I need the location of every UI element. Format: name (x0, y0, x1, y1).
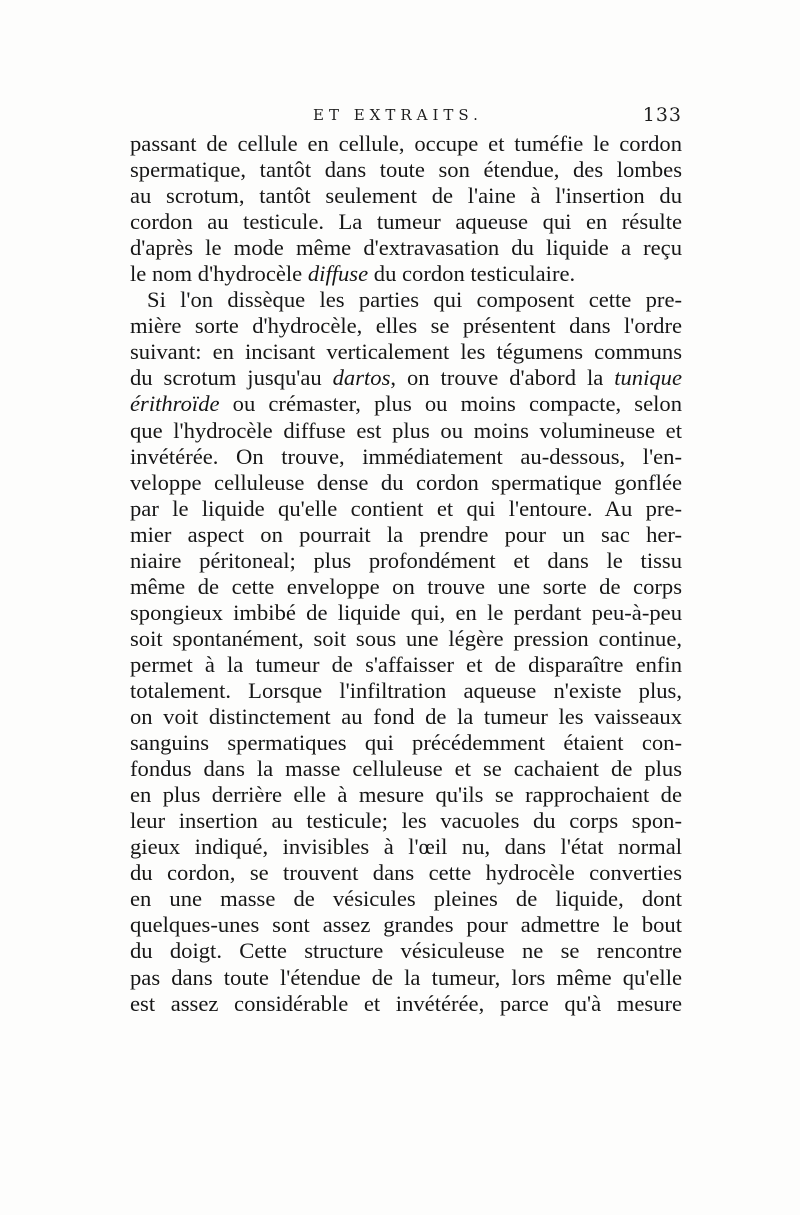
page-number: 133 (642, 104, 682, 126)
text-line (130, 157, 682, 183)
text-segment: sanguins spermatiques qui précédemment étaient con- (130, 730, 682, 756)
text-segment: d'après le mode même d'extravasation du liquide a reçu (130, 235, 682, 261)
text-line (130, 235, 682, 261)
text-segment: du cordon, se trouvent dans cette hydrocèle converties (130, 860, 682, 886)
text-segment: niaire péritoneal; plus profondément et dans le tissu (130, 547, 682, 573)
text-line (130, 730, 682, 756)
text-line (130, 418, 682, 444)
text-line (130, 886, 682, 912)
text-segment: on voit distinctement au fond de la tumeur les vaisseaux (130, 704, 682, 730)
text-line (130, 704, 682, 730)
text-line (130, 860, 682, 886)
text-segment: soit spontanément, soit sous une légère pression continue, (130, 625, 682, 651)
italic-text: dartos (332, 365, 391, 391)
running-head: ET EXTRAITS. (313, 106, 483, 124)
text-segment: pas dans toute l'étendue de la tumeur, lors même qu'elle (130, 964, 682, 990)
text-segment: en plus derrière elle à mesure qu'ils se rapprochaient de (130, 782, 682, 808)
text-segment: totalement. Lorsque l'infiltration aqueuse n'existe plus, (130, 677, 682, 703)
text-segment: par le liquide qu'elle contient et qui l'entoure. Au pre- (130, 495, 682, 521)
text-line (130, 496, 682, 522)
text-segment: quelques-unes sont assez grandes pour admettre le bout (130, 912, 682, 938)
text-line (130, 548, 682, 574)
text-segment: mière sorte d'hydrocèle, elles se présentent dans l'ordre (130, 313, 682, 339)
text-segment: permet à la tumeur de s'affaisser et de disparaître enfin (130, 651, 682, 677)
text-line (130, 834, 682, 860)
text-line (130, 912, 682, 938)
text-line (130, 287, 682, 313)
text-line (130, 808, 682, 834)
italic-text: érithroïde (130, 391, 220, 417)
text-line (130, 131, 682, 157)
text-segment: invétérée. On trouve, immédiatement au-dessous, l'en- (130, 443, 682, 469)
body-text (130, 131, 682, 1017)
text-line (130, 444, 682, 470)
text-segment: mier aspect on pourrait la prendre pour un sac her- (130, 521, 682, 547)
text-segment: gieux indiqué, invisibles à l'œil nu, dans l'état normal (130, 834, 682, 860)
text-segment: spermatique, tantôt dans toute son étendue, des lombes (130, 157, 682, 183)
text-line (130, 991, 682, 1017)
text-line (130, 756, 682, 782)
text-segment: leur insertion au testicule; les vacuoles du corps spon- (130, 808, 682, 834)
text-segment: du scrotum jusqu'au (130, 365, 333, 391)
text-segment: Si l'on dissèque les parties qui composent cette pre- (147, 287, 682, 313)
text-segment: du doigt. Cette structure vésiculeuse ne se rencontre (130, 938, 682, 964)
page-header (130, 104, 682, 128)
text-line (130, 574, 682, 600)
text-segment: même de cette enveloppe on trouve une sorte de corps (130, 573, 682, 599)
text-line (130, 391, 682, 417)
text-segment: veloppe celluleuse dense du cordon spermatique gonflée (130, 469, 682, 495)
text-line (130, 626, 682, 652)
text-line (130, 339, 682, 365)
text-line (130, 652, 682, 678)
text-segment: est assez considérable et invétérée, parce qu'à mesure (130, 990, 682, 1016)
text-line (130, 522, 682, 548)
text-segment: spongieux imbibé de liquide qui, en le perdant peu-à-peu (130, 599, 682, 625)
text-line (130, 183, 682, 209)
text-segment: le nom d'hydrocèle (130, 261, 308, 287)
text-line (130, 782, 682, 808)
text-line (130, 470, 682, 496)
text-segment: , on trouve d'abord la (390, 365, 615, 391)
text-segment: ou crémaster, plus ou moins compacte, selon (219, 391, 682, 417)
text-segment: que l'hydrocèle diffuse est plus ou moins volumineuse et (130, 417, 682, 443)
text-segment: en une masse de vésicules pleines de liquide, dont (130, 886, 682, 912)
text-segment: passant de cellule en cellule, occupe et tuméfie le cordon (130, 131, 682, 156)
text-line (130, 365, 682, 391)
text-segment: suivant: en incisant verticalement les tégumens communs (130, 339, 682, 365)
text-line (130, 209, 682, 235)
text-segment: cordon au testicule. La tumeur aqueuse qui en résulte (130, 209, 682, 235)
text-segment: du cordon testiculaire. (368, 261, 576, 287)
italic-text: tunique (614, 365, 682, 391)
text-segment: fondus dans la masse celluleuse et se cachaient de plus (130, 756, 682, 782)
text-line (130, 261, 682, 287)
text-line (130, 965, 682, 991)
text-line (130, 600, 682, 626)
text-segment: au scrotum, tantôt seulement de l'aine à l'insertion du (130, 183, 682, 209)
italic-text: diffuse (307, 261, 369, 287)
text-line (130, 313, 682, 339)
text-line (130, 938, 682, 964)
text-line (130, 678, 682, 704)
